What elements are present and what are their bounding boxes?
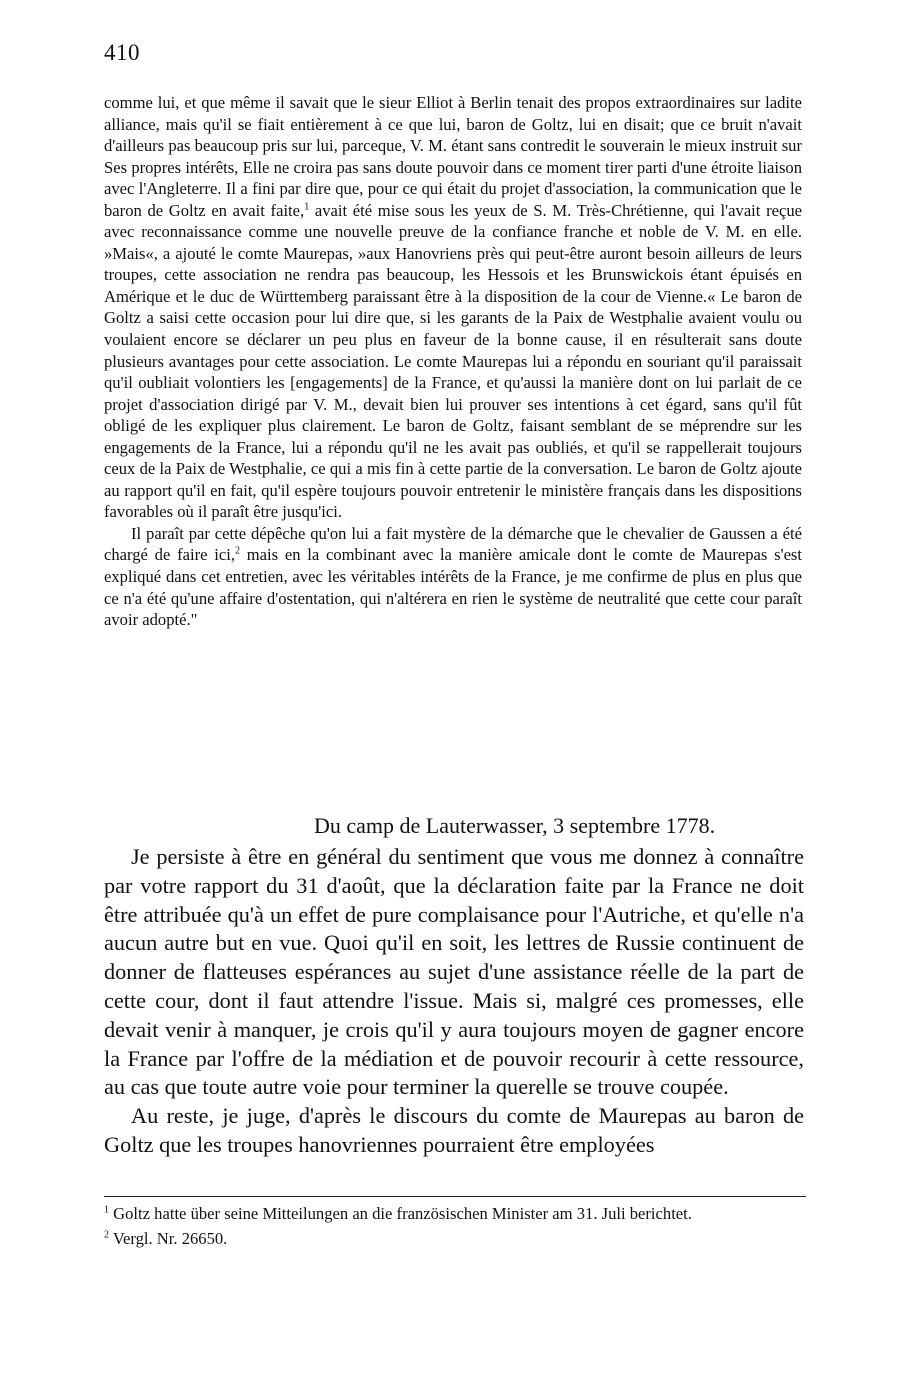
letter-paragraph-2: Au reste, je juge, d'après le discours du comte de Maurepas au baron de Goltz que les troupes hanovriennes pourraient être employées xyxy=(104,1103,804,1157)
quote-paragraph-2 xyxy=(104,523,802,631)
quote-text-2a: Il paraît par cette dépêche qu'on lui a fait mystère de la démarche que le chevalier de Gaussen a été chargé de faire ici, xyxy=(104,523,802,565)
quote-text-1b: avait été mise sous les yeux de S. M. Très-Chrétienne, qui l'avait reçue avec reconnaissance comme une nouvelle preuve de la confiance franche et noble de V. M. en elle. »Mais«, a ajouté le comte Maurepas, »aux Hanovriens près qui peut-être auront besoin ailleurs de leurs troupes, cette association ne rendra pas beaucoup, les Hessois et les Brunswickois étant épuisés en Amérique et le duc de Württemberg paraissant être à la disposition de la cour de Vienne.« Le baron de Goltz a saisi cette occasion pour lui dire que, si les garants de la Paix de Westphalie avaient voulu ou voulaient encore se déclarer un peu plus en faveur de la bonne cause, il en résulterait sans doute plusieurs avantages pour cette association. Le comte Maurepas lui a répondu en souriant qu'il paraissait qu'il oubliait volontiers les [engagements] de la France, et qu'aussi la manière dont on lui parlait de ce projet d'association dirigé par V. M., devait bien lui prouver ses intentions à cet égard, sans qu'il fût obligé de les expliquer plus clairement. Le baron de Goltz, faisant semblant de se méprendre sur les engagements de la France, lui a répondu qu'il ne les avait pas oubliés, et qu'il se rappellerait toujours ceux de la Paix de Westphalie, ce qui a mis fin à cette partie de la conversation. Le baron de Goltz ajoute au rapport qu'il en fait, qu'il espère toujours pouvoir entretenir le ministère français dans les dispositions favorables où il paraît être jusqu'ici. xyxy=(104,200,802,522)
page-number: 410 xyxy=(104,40,140,65)
footnote-2 xyxy=(104,1228,806,1250)
footnote-1-text: Goltz hatte über seine Mitteilungen an die französischen Minister am 31. Juli berichtet. xyxy=(113,1204,692,1223)
footnote-1 xyxy=(104,1203,806,1225)
footnote-ref-1: 1 xyxy=(304,201,310,213)
footnote-1-mark: 1 xyxy=(104,1204,109,1216)
letter-body xyxy=(104,843,804,1160)
quote-text-2b: mais en la combinant avec la manière amicale dont le comte de Maurepas s'est expliqué dans cet entretien, avec les véritables intérêts de la France, je me confirme de plus en plus que ce n'a été qu'une affaire d'ostentation, qui n'altérera en rien le système de neutralité que cette cour paraît avoir adopté." xyxy=(104,545,802,630)
quoted-report xyxy=(104,92,802,631)
footnote-2-mark: 2 xyxy=(104,1228,109,1240)
footnote-divider xyxy=(104,1196,806,1197)
footnotes xyxy=(104,1203,806,1252)
dateline: Du camp de Lauterwasser, 3 septembre 1778. xyxy=(314,813,716,838)
quote-paragraph-1 xyxy=(104,92,802,523)
letter-paragraph-1: Je persiste à être en général du sentiment que vous me donnez à connaître par votre rapport du 31 d'août, que la déclaration faite par la France ne doit être attribuée qu'à un effet de pure complaisance pour l'Autriche, et qu'elle n'a aucun autre but en vue. Quoi qu'il en soit, les lettres de Russie continuent de donner de flatteuses espérances au sujet d'une assistance réelle de la part de cette cour, dont il faut attendre l'issue. Mais si, malgré ces promesses, elle devait venir à manquer, je crois qu'il y aura toujours moyen de gagner encore la France par l'offre de la médiation et de pouvoir recourir à cette ressource, au cas que toute autre voie pour terminer la querelle se trouve coupée. xyxy=(104,844,804,1100)
footnote-2-text: Vergl. Nr. 26650. xyxy=(112,1228,228,1248)
footnote-ref-2: 2 xyxy=(234,545,240,557)
quote-text-1a: comme lui, et que même il savait que le sieur Elliot à Berlin tenait des propos extraordinaires sur ladite alliance, mais qu'il se fiait entièrement à ce que lui, baron de Goltz, lui en disait; que ce bruit n'avait d'ailleurs pas beaucoup pris sur lui, parceque, V. M. étant sans contredit le souverain le mieux instruit sur Ses propres intérêts, Elle ne croira pas sans doute pouvoir dans ce moment tirer parti d'une étroite liaison avec l'Angleterre. Il a fini par dire que, pour ce qui était du projet d'association, la communication que le baron de Goltz en avait faite, xyxy=(104,93,802,220)
